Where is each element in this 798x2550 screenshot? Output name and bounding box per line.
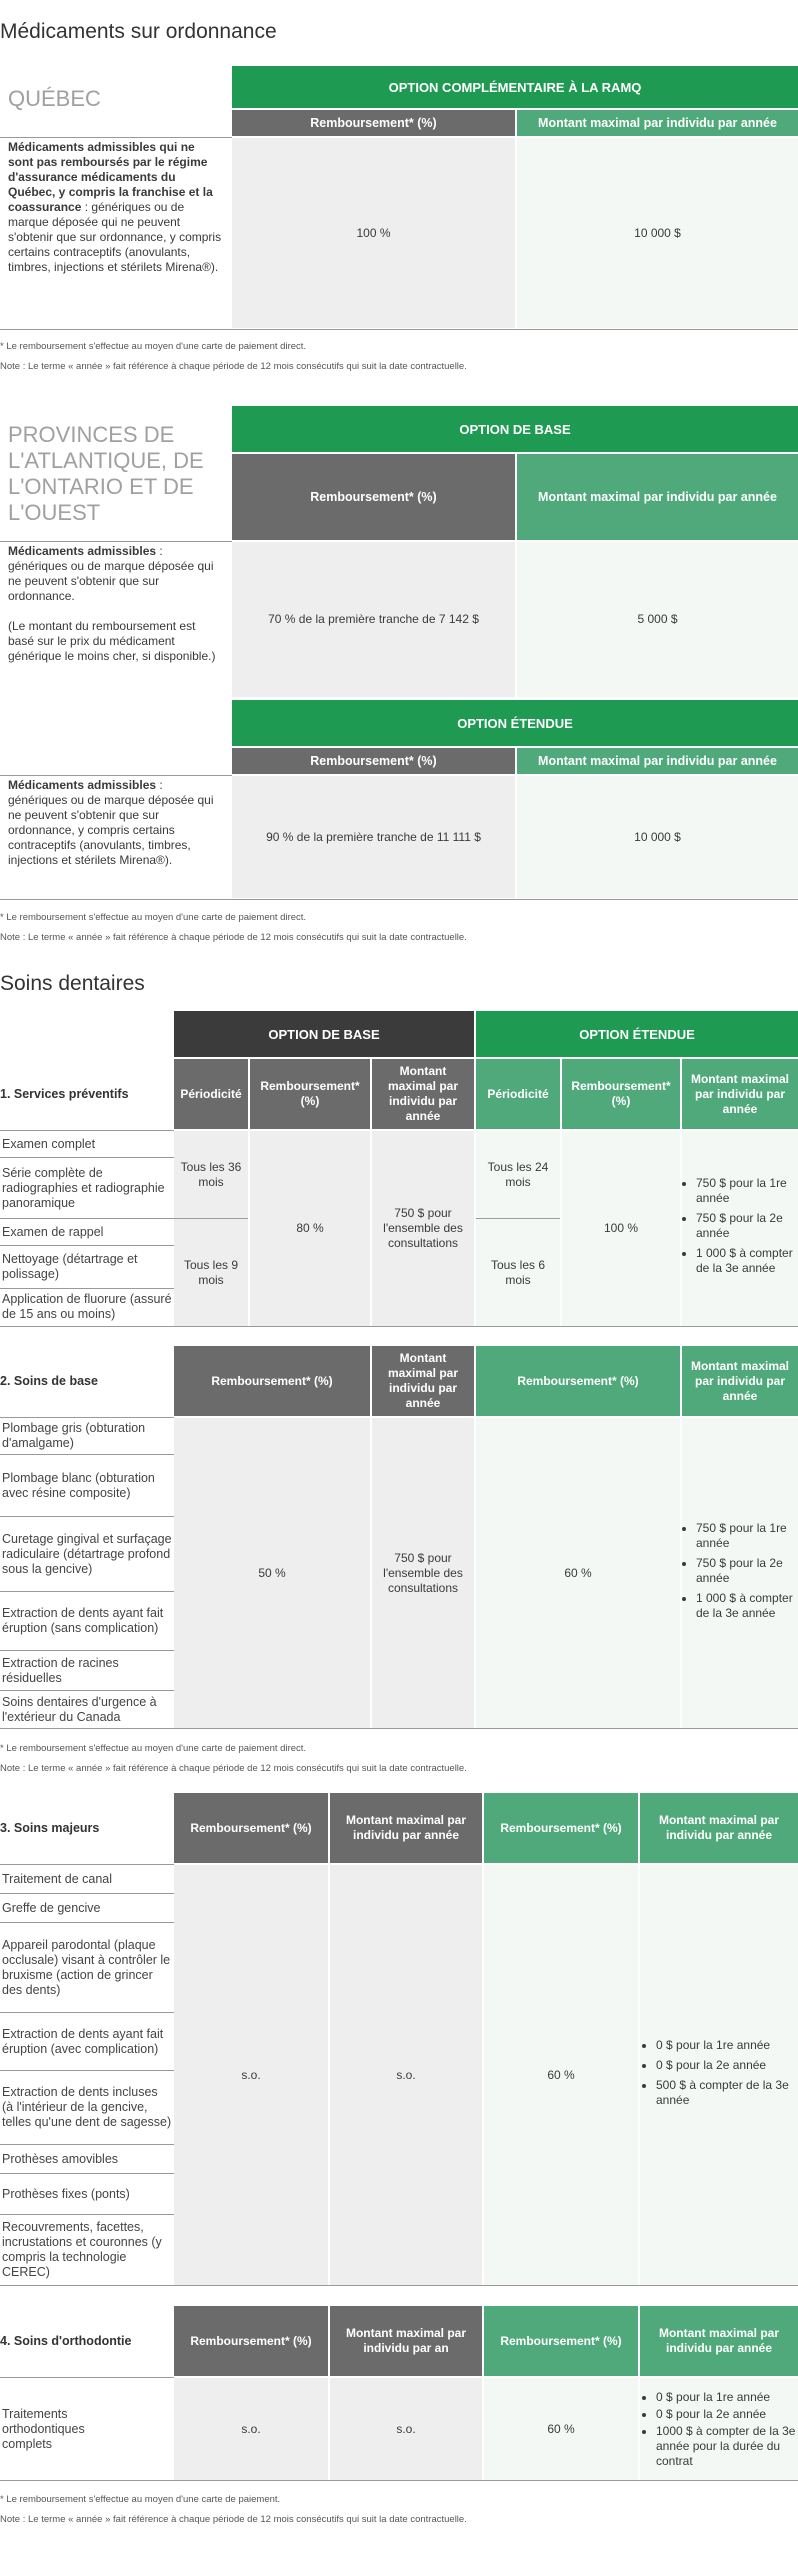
basecare-ext-max (682, 1418, 798, 1728)
basecare-ext-remb: 60 % (476, 1418, 680, 1728)
ortho-note-card: * Le remboursement s'effectue au moyen d'une carte de paiement. (0, 2494, 281, 2505)
base-row-3: Curetage gingival et surfaçage radiculaire (détartrage profond sous la gencive) (2, 1531, 172, 1576)
ortho-ext-remb: 60 % (484, 2378, 638, 2480)
major-base-remb: s.o. (174, 1865, 328, 2285)
basecare-base-h-max: Montant maximal par individu par année (372, 1346, 474, 1416)
major-ext-max-1: • 0 $ pour la 1re année (656, 2038, 798, 2053)
basecare-ext-max-3: • 1 000 $ à compter de la 3e année (696, 1591, 798, 1621)
quebec-max-value: 10 000 $ (517, 138, 798, 328)
prev-base-h-max: Montant maximal par individu par année (372, 1059, 474, 1129)
prev-ext-h-max: Montant maximal par individu par année (682, 1059, 798, 1129)
major-base-h-remb: Remboursement* (%) (174, 1793, 328, 1863)
provinces-base-col-max: Montant maximal par individu par année (517, 454, 798, 540)
provinces-base-max-value: 5 000 $ (517, 542, 798, 697)
prev-row-1: Examen complet (2, 1136, 96, 1151)
major-row-4: Extraction de dents ayant fait éruption (avec complication) (2, 2026, 164, 2056)
note-direct-card-2: * Le remboursement s'effectue au moyen d'une carte de paiement direct. (0, 912, 307, 923)
ortho-ext-max-3: • 1000 $ à compter de la 3e année pour la durée du contrat (656, 2424, 798, 2469)
base-row-2: Plombage blanc (obturation avec résine composite) (2, 1470, 155, 1500)
drugs-section-title: Médicaments sur ordonnance (0, 20, 277, 43)
major-ext-h-max: Montant maximal par individu par année (640, 1793, 798, 1863)
ortho-base-h-remb: Remboursement* (%) (174, 2306, 328, 2376)
prev-base-max: 750 $ pour l'ensemble des consultations (372, 1131, 474, 1326)
note-direct-card-1: * Le remboursement s'effectue au moyen d'une carte de paiement direct. (0, 341, 307, 352)
provinces-base-remb-value: 70 % de la première tranche de 7 142 $ (232, 542, 515, 697)
prev-row-2: Série complète de radiographies et radiographie panoramique (2, 1165, 165, 1210)
note-year-2: Note : Le terme « année » fait référence à chaque période de 12 mois consécutifs qui suit la date contractuelle. (0, 932, 467, 943)
base-row-1: Plombage gris (obturation d'amalgame) (2, 1421, 146, 1450)
ortho-ext-h-remb: Remboursement* (%) (484, 2306, 638, 2376)
prev-row-5: Application de fluorure (assuré de 15 ans ou moins) (2, 1292, 172, 1321)
base-row-5: Extraction de racines résiduelles (2, 1655, 119, 1685)
prev-row-4: Nettoyage (détartrage et polissage) (2, 1252, 138, 1281)
major-row-3: Appareil parodontal (plaque occlusale) visant à contrôler le bruxisme (action de grincer des dents) (2, 1937, 171, 1997)
prev-ext-max-2: • 750 $ pour la 2e année (696, 1211, 798, 1241)
dental-base-header: OPTION DE BASE (174, 1011, 474, 1057)
quebec-drug-label: Médicaments admissibles qui ne sont pas remboursés par le régime d'assurance médicaments du Québec, y compris la franchise et la coassurance : génériques ou de marque déposée qui ne peuvent s'obtenir que sur ordonnance, y compris certains contraceptifs (anovulants, timbres, injections et stérilets Mirena®). (8, 140, 222, 274)
major-ext-max-2: • 0 $ pour la 2e année (656, 2058, 798, 2073)
quebec-region-label: QUÉBEC (8, 86, 101, 111)
basecare-ext-h-max: Montant maximal par individu par année (682, 1346, 798, 1416)
provinces-ext-label: Médicaments admissibles : génériques ou de marque déposée qui ne peuvent s'obtenir que sur ordonnance, y compris certains contraceptifs (anovulants, timbres, injections et stérilets Mirena®). (8, 778, 214, 867)
major-base-h-max: Montant maximal par individu par année (330, 1793, 482, 1863)
ortho-heading: 4. Soins d'orthodontie (0, 2334, 132, 2348)
basecare-base-h-remb: Remboursement* (%) (174, 1346, 370, 1416)
ortho-base-h-max: Montant maximal par individu par an (330, 2306, 482, 2376)
basecare-ext-max-1: • 750 $ pour la 1re année (696, 1521, 798, 1551)
prev-base-h-period: Périodicité (174, 1059, 248, 1129)
major-row-6: Prothèses amovibles (2, 2151, 119, 2166)
ortho-ext-h-max: Montant maximal par individu par année (640, 2306, 798, 2376)
major-heading: 3. Soins majeurs (0, 1821, 100, 1835)
ortho-ext-max-1: • 0 $ pour la 1re année (656, 2390, 798, 2405)
ortho-row: Traitements orthodontiques complets (2, 2406, 85, 2451)
ortho-ext-max (640, 2378, 798, 2480)
provinces-region-label: PROVINCES DE L'ATLANTIQUE, DE L'ONTARIO ET DE L'OUEST (8, 422, 204, 525)
base-row-6: Soins dentaires d'urgence à l'extérieur du Canada (2, 1694, 157, 1724)
major-ext-max-3: • 500 $ à compter de la 3e année (656, 2078, 798, 2108)
quebec-col-remb: Remboursement* (%) (232, 110, 515, 136)
provinces-ext-col-remb: Remboursement* (%) (232, 748, 515, 774)
dental-note-direct-card: * Le remboursement s'effectue au moyen d'une carte de paiement direct. (0, 1743, 307, 1754)
prev-ext-period-2: Tous les 6 mois (476, 1219, 560, 1326)
major-ext-max (640, 1865, 798, 2285)
prev-ext-remb: 100 % (562, 1131, 680, 1326)
provinces-base-label: Médicaments admissibles : génériques ou de marque déposée qui ne peuvent s'obtenir que sur ordonnance. (Le montant du remboursement est basé sur le prix du médicament générique le moins cher, si disponible.) (8, 544, 216, 663)
base-row-4: Extraction de dents ayant fait éruption (sans complication) (2, 1606, 164, 1635)
provinces-ext-header: OPTION ÉTENDUE (232, 700, 798, 746)
dental-section-title: Soins dentaires (0, 972, 145, 995)
major-row-2: Greffe de gencive (2, 1900, 101, 1915)
basecare-base-max: 750 $ pour l'ensemble des consultations (372, 1418, 474, 1728)
prev-heading: 1. Services préventifs (0, 1087, 129, 1101)
provinces-base-col-remb: Remboursement* (%) (232, 454, 515, 540)
prev-base-period-2: Tous les 9 mois (174, 1219, 248, 1326)
ortho-note-year: Note : Le terme « année » fait référence à chaque période de 12 mois consécutifs qui suit la date contractuelle. (0, 2514, 467, 2525)
dental-ext-header: OPTION ÉTENDUE (476, 1011, 798, 1057)
basecare-ext-h-remb: Remboursement* (%) (476, 1346, 680, 1416)
prev-ext-h-remb: Remboursement* (%) (562, 1059, 680, 1129)
quebec-option-header: OPTION COMPLÉMENTAIRE À LA RAMQ (232, 66, 798, 108)
prev-ext-max (682, 1131, 798, 1326)
quebec-col-max: Montant maximal par individu par année (517, 110, 798, 136)
quebec-remb-value: 100 % (232, 138, 515, 328)
ortho-base-remb: s.o. (174, 2378, 328, 2480)
base-heading: 2. Soins de base (0, 1374, 98, 1388)
prev-ext-max-1: • 750 $ pour la 1re année (696, 1176, 798, 1206)
provinces-ext-max-value: 10 000 $ (517, 776, 798, 898)
note-year-1: Note : Le terme « année » fait référence à chaque période de 12 mois consécutifs qui suit la date contractuelle. (0, 361, 467, 372)
prev-row-3: Examen de rappel (2, 1224, 104, 1239)
major-row-5: Extraction de dents incluses (à l'intérieur de la gencive, telles qu'une dent de sagesse) (2, 2085, 172, 2129)
major-base-max: s.o. (330, 1865, 482, 2285)
major-ext-h-remb: Remboursement* (%) (484, 1793, 638, 1863)
prev-ext-h-period: Périodicité (476, 1059, 560, 1129)
major-row-7: Prothèses fixes (ponts) (2, 2186, 130, 2201)
prev-base-period-1: Tous les 36 mois (174, 1131, 248, 1218)
provinces-base-header: OPTION DE BASE (232, 406, 798, 452)
ortho-base-max: s.o. (330, 2378, 482, 2480)
ortho-ext-max-2: • 0 $ pour la 2e année (656, 2407, 798, 2422)
major-row-1: Traitement de canal (2, 1871, 113, 1886)
basecare-base-remb: 50 % (174, 1418, 370, 1728)
major-ext-remb: 60 % (484, 1865, 638, 2285)
provinces-ext-remb-value: 90 % de la première tranche de 11 111 $ (232, 776, 515, 898)
prev-ext-max-3: • 1 000 $ à compter de la 3e année (696, 1246, 798, 1276)
prev-base-remb: 80 % (250, 1131, 370, 1326)
prev-ext-period-1: Tous les 24 mois (476, 1131, 560, 1218)
provinces-ext-col-max: Montant maximal par individu par année (517, 748, 798, 774)
major-row-8: Recouvrements, facettes, incrustations et couronnes (y compris la technologie CEREC) (2, 2220, 162, 2279)
basecare-ext-max-2: • 750 $ pour la 2e année (696, 1556, 798, 1586)
prev-base-h-remb: Remboursement* (%) (250, 1059, 370, 1129)
dental-note-year: Note : Le terme « année » fait référence à chaque période de 12 mois consécutifs qui suit la date contractuelle. (0, 1763, 467, 1774)
